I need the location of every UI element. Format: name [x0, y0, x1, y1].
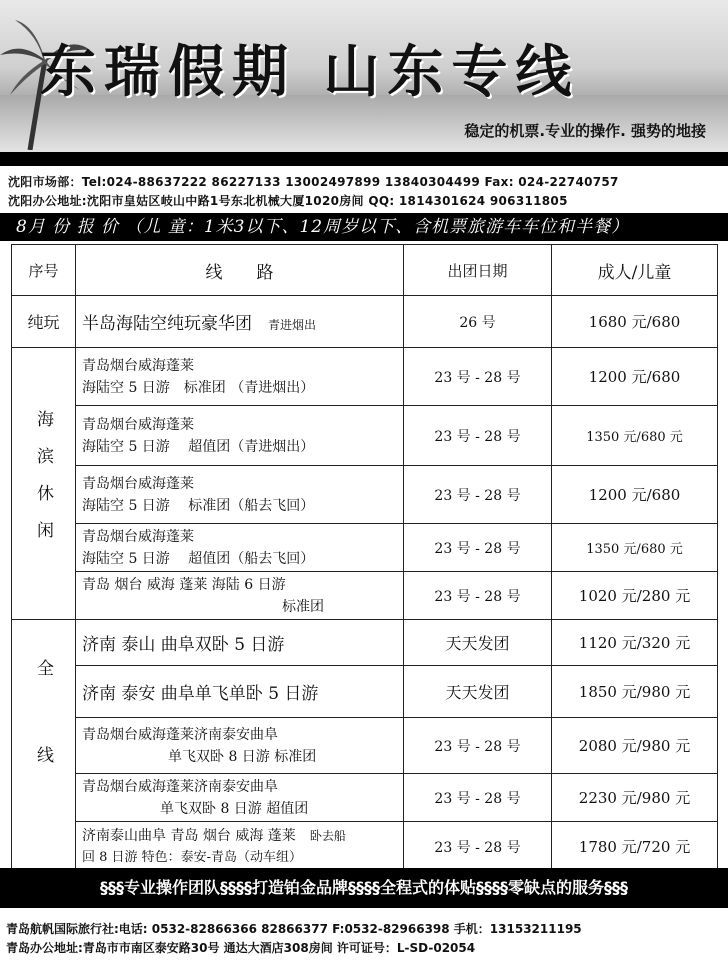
price-cell: 1780 元/720 元 [552, 822, 718, 872]
date-cell: 23 号 - 28 号 [404, 822, 552, 872]
route-cell: 济南 泰安 曲阜单飞单卧 5 日游 [76, 666, 404, 718]
price-header-bar: 8月 份 报 价 （儿 童：1米3以下、12周岁以下、含机票旅游车车位和半餐） [0, 213, 728, 241]
section-pure: 纯玩 [12, 296, 76, 348]
route-cell: 济南泰山曲阜 青岛 烟台 威海 蓬莱 卧去船 回 8 日游 特色：泰安-青岛（动车组） [76, 822, 404, 872]
price-cell: 1020 元/280 元 [552, 572, 718, 620]
date-cell: 23 号 - 28 号 [404, 524, 552, 572]
date-cell: 26 号 [404, 296, 552, 348]
route-cell: 青岛烟台威海蓬莱 海陆空 5 日游 超值团（船去飞回） [76, 524, 404, 572]
table-row [12, 296, 718, 348]
price-cell: 2080 元/980 元 [552, 718, 718, 774]
price-cell: 1680 元/680 [552, 296, 718, 348]
section-seaside: 海滨休闲 [12, 348, 76, 620]
contact-line-1: 沈阳市场部：Tel:024-88637222 86227133 13002497899 13840304499 Fax: 024-22740757 [8, 175, 619, 189]
price-cell: 1200 元/680 [552, 466, 718, 524]
footer-line-2: 青岛办公地址:青岛市市南区泰安路30号 通达大酒店308房间 许可证号：L-SD-02054 [6, 941, 476, 955]
table-row [12, 572, 718, 620]
table-header-row [12, 245, 718, 296]
page-title: 东瑞假期 山东专线 [40, 40, 580, 105]
header-index: 序号 [12, 245, 76, 296]
footer-line-1: 青岛航帆国际旅行社:电话: 0532-82866366 82866377 F:0532-82966398 手机：13153211195 [6, 922, 582, 936]
price-cell: 2230 元/980 元 [552, 774, 718, 822]
date-cell: 23 号 - 28 号 [404, 466, 552, 524]
table-row [12, 524, 718, 572]
table-row [12, 406, 718, 466]
date-cell: 天天发团 [404, 666, 552, 718]
top-divider [0, 152, 728, 166]
route-cell: 青岛烟台威海蓬莱 海陆空 5 日游 标准团 （青进烟出） [76, 348, 404, 406]
table-row [12, 666, 718, 718]
date-cell: 23 号 - 28 号 [404, 774, 552, 822]
slogan: 稳定的机票.专业的操作. 强势的地接 [464, 122, 706, 140]
route-cell: 青岛 烟台 威海 蓬莱 海陆 6 日游 标准团 [76, 572, 404, 620]
table-row [12, 774, 718, 822]
table-row [12, 718, 718, 774]
table-row [12, 822, 718, 872]
service-slogan-bar: §§§专业操作团队§§§§打造铂金品牌§§§§全程式的体贴§§§§零缺点的服务§§§ [0, 868, 728, 908]
header-route: 线 路 [76, 245, 404, 296]
route-cell: 青岛烟台威海蓬莱济南泰安曲阜 单飞双卧 8 日游 标准团 [76, 718, 404, 774]
header-date: 出团日期 [404, 245, 552, 296]
route-cell: 青岛烟台威海蓬莱 海陆空 5 日游 标准团（船去飞回） [76, 466, 404, 524]
price-cell: 1120 元/320 元 [552, 620, 718, 666]
price-cell: 1350 元/680 元 [552, 406, 718, 466]
table-row [12, 466, 718, 524]
route-cell: 济南 泰山 曲阜双卧 5 日游 [76, 620, 404, 666]
table-row [12, 348, 718, 406]
price-cell: 1850 元/980 元 [552, 666, 718, 718]
table-row [12, 620, 718, 666]
header-banner [0, 0, 728, 152]
route-cell: 半岛海陆空纯玩豪华团 青进烟出 [76, 296, 404, 348]
contact-line-2: 沈阳办公地址:沈阳市皇姑区岐山中路1号东北机械大厦1020房间 QQ: 1814301624 906311805 [8, 194, 568, 208]
date-cell: 23 号 - 28 号 [404, 572, 552, 620]
price-table [11, 244, 718, 872]
date-cell: 23 号 - 28 号 [404, 718, 552, 774]
header-price: 成人/儿童 [552, 245, 718, 296]
date-cell: 23 号 - 28 号 [404, 406, 552, 466]
route-cell: 青岛烟台威海蓬莱济南泰安曲阜 单飞双卧 8 日游 超值团 [76, 774, 404, 822]
section-all: 全线 [12, 620, 76, 872]
price-cell: 1350 元/680 元 [552, 524, 718, 572]
date-cell: 23 号 - 28 号 [404, 348, 552, 406]
price-cell: 1200 元/680 [552, 348, 718, 406]
date-cell: 天天发团 [404, 620, 552, 666]
route-cell: 青岛烟台威海蓬莱 海陆空 5 日游 超值团（青进烟出） [76, 406, 404, 466]
